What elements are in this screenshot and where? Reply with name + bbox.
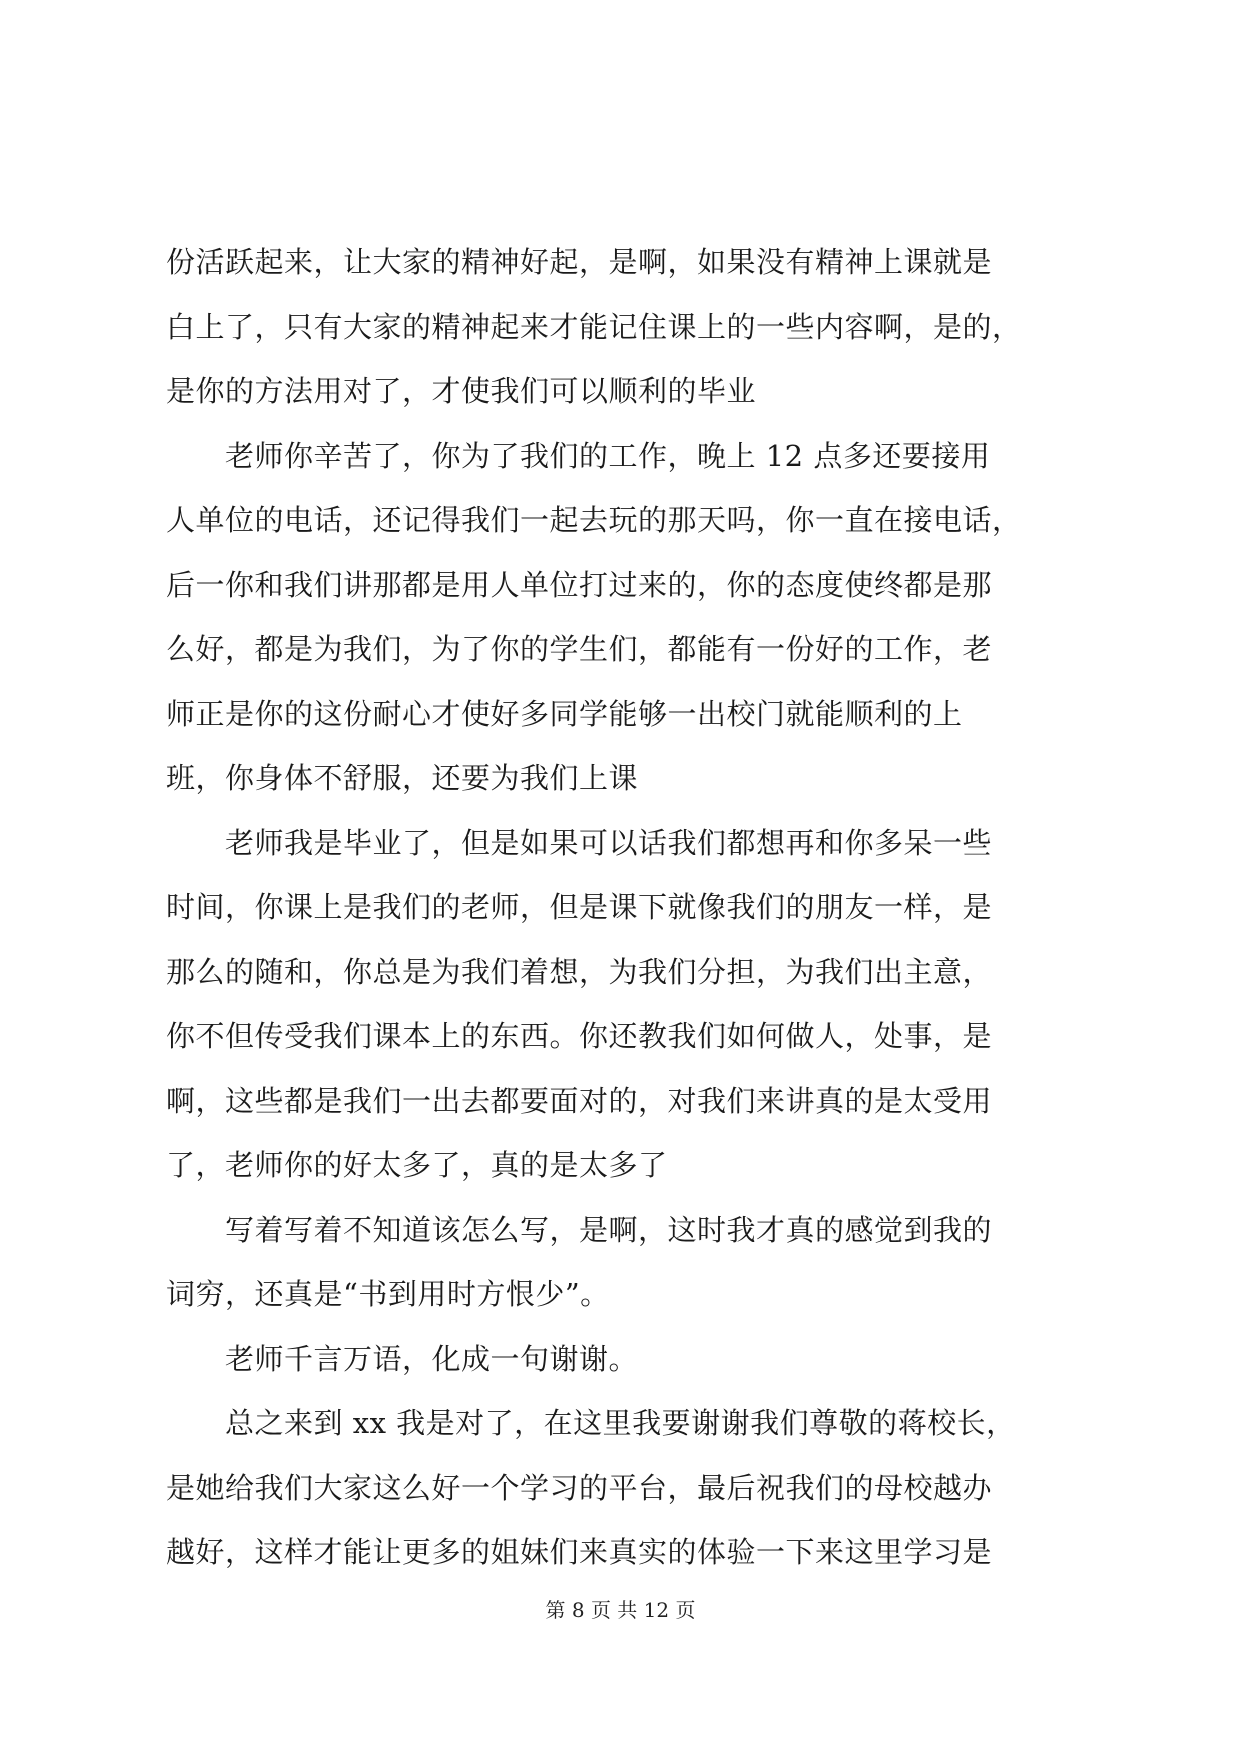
text-line: 词穷，还真是“书到用时方恨少”。 <box>166 1277 610 1311</box>
text-line: 班，你身体不舒服，还要为我们上课 <box>166 761 639 795</box>
text-line: 越好，这样才能让更多的姐妹们来真实的体验一下来这里学习是 <box>166 1535 993 1569</box>
text-line: 人单位的电话，还记得我们一起去玩的那天吗，你一直在接电话， <box>166 503 1022 537</box>
text-line: 白上了，只有大家的精神起来才能记住课上的一些内容啊，是的， <box>166 309 1022 344</box>
text-line: 那么的随和，你总是为我们着想，为我们分担，为我们出主意， <box>166 954 993 989</box>
text-line: 是你的方法用对了，才使我们可以顺利的毕业 <box>166 374 757 408</box>
body-text <box>166 230 1086 1585</box>
text-line: 后一你和我们讲那都是用人单位打过来的，你的态度使终都是那 <box>166 567 993 602</box>
text-line: 师正是你的这份耐心才使好多同学能够一出校门就能顺利的上 <box>166 696 963 731</box>
text-line: 老师你辛苦了，你为了我们的工作，晚上 12 点多还要接用 <box>166 438 991 473</box>
text-line: 了，老师你的好太多了，真的是太多了 <box>166 1148 668 1182</box>
page-footer: 第 8 页 共 12 页 <box>545 1598 696 1622</box>
text-line: 份活跃起来，让大家的精神好起，是啊，如果没有精神上课就是 <box>166 245 993 279</box>
text-line: 是她给我们大家这么好一个学习的平台，最后祝我们的母校越办 <box>166 1470 993 1505</box>
text-line: 啊，这些都是我们一出去都要面对的，对我们来讲真的是太受用 <box>166 1083 993 1118</box>
text-line: 时间，你课上是我们的老师，但是课下就像我们的朋友一样，是 <box>166 890 993 924</box>
text-line: 写着写着不知道该怎么写，是啊，这时我才真的感觉到我的 <box>166 1212 993 1247</box>
text-line: 总之来到 xx 我是对了，在这里我要谢谢我们尊敬的蒋校长， <box>166 1406 1016 1440</box>
text-line: 老师我是毕业了，但是如果可以话我们都想再和你多呆一些 <box>166 825 993 860</box>
text-line: 么好，都是为我们，为了你的学生们，都能有一份好的工作，老 <box>166 632 993 666</box>
text-line: 你不但传受我们课本上的东西。你还教我们如何做人，处事，是 <box>166 1019 993 1053</box>
text-line: 老师千言万语，化成一句谢谢。 <box>166 1341 639 1376</box>
